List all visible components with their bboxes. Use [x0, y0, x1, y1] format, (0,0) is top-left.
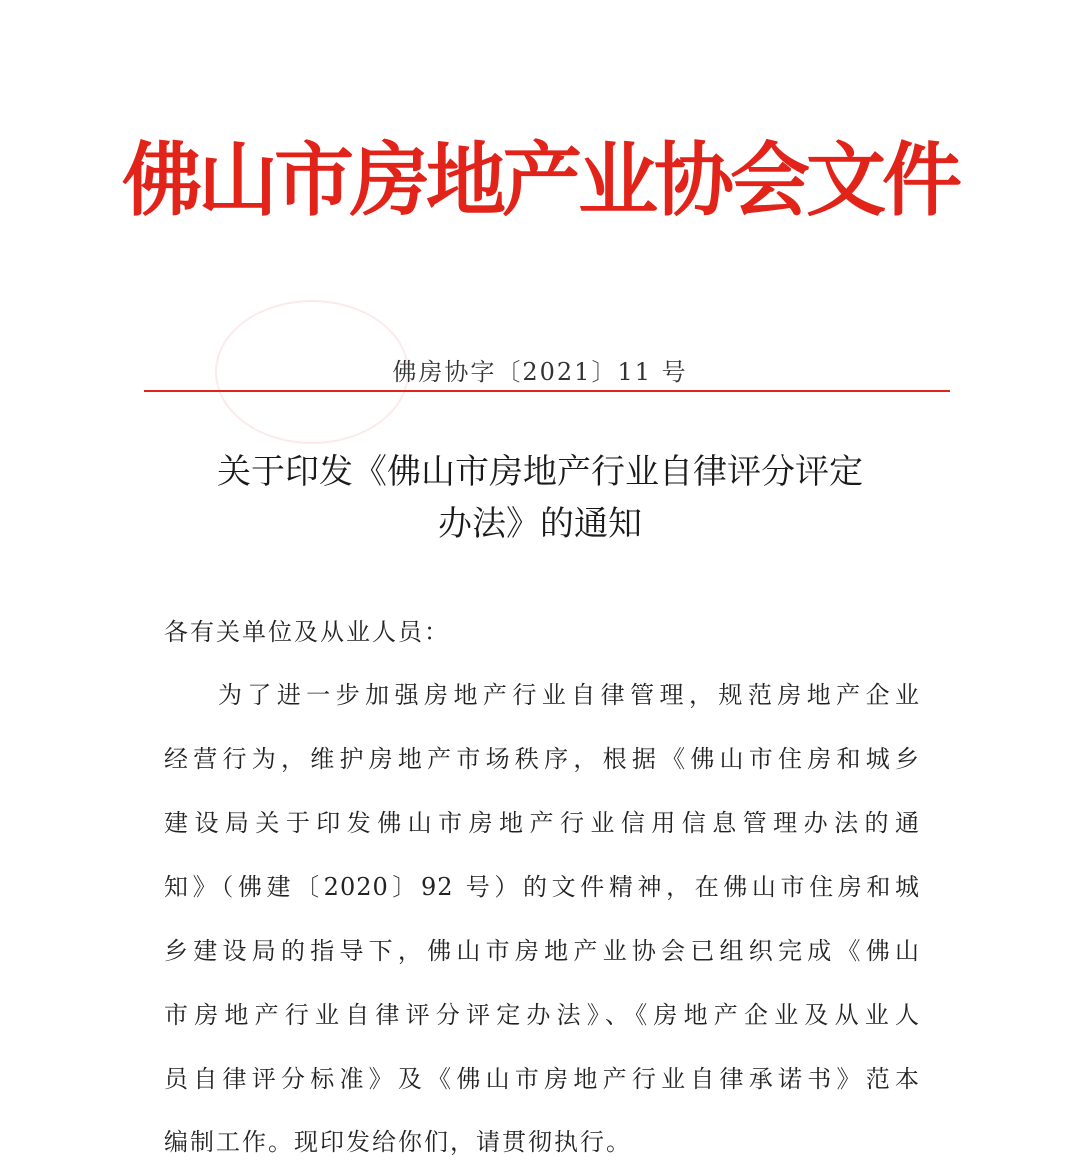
notice-title [150, 446, 930, 550]
document-number: 佛房协字〔2021〕11 号 [392, 358, 688, 386]
red-divider-line [144, 390, 950, 392]
letterhead-title: 佛山市房地产业协会文件 [122, 133, 958, 227]
salutation: 各有关单位及从业人员： [164, 618, 450, 646]
notice-title-line-1: 关于印发《佛山市房地产行业自律评分评定 [217, 452, 863, 492]
body-paragraph-line: 乡建设局的指导下，佛山市房地产业协会已组织完成《佛山 [164, 937, 920, 965]
notice-title-line-2: 办法》的通知 [438, 504, 642, 544]
body-paragraph-line: 知》（佛建〔2020〕92 号）的文件精神，在佛山市住房和城 [164, 873, 920, 901]
body-paragraph-line: 编制工作。现印发给你们，请贯彻执行。 [164, 1128, 632, 1156]
body-paragraph-line: 建设局关于印发佛山市房地产行业信用信息管理办法的通 [164, 809, 920, 837]
body-paragraph-line: 为了进一步加强房地产行业自律管理，规范房地产企业 [218, 681, 920, 709]
body-paragraph-line: 经营行为，维护房地产市场秩序，根据《佛山市住房和城乡 [164, 745, 920, 773]
body-paragraph-line: 市房地产行业自律评分评定办法》、《房地产企业及从业人 [164, 1001, 920, 1029]
body-paragraph-line: 员自律评分标准》及《佛山市房地产行业自律承诺书》范本 [164, 1065, 920, 1093]
